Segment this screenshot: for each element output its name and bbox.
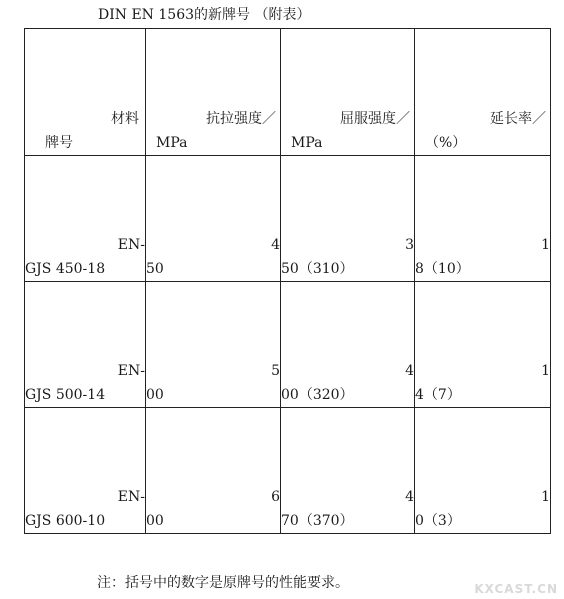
tensile-line1: 4 — [271, 237, 280, 253]
tensile-line1: 5 — [271, 363, 280, 379]
yield-cell — [281, 282, 415, 408]
yield-cell — [281, 408, 415, 534]
tensile-line2: 00 — [146, 387, 164, 403]
grade-line2: GJS 500-14 — [25, 387, 106, 403]
table-caption: DIN EN 1563的新牌号 （附表） — [98, 7, 311, 23]
elongation-cell — [415, 282, 551, 408]
yield-line2: 50（310） — [281, 261, 354, 277]
yield-line2: 00（320） — [281, 387, 354, 403]
header-tensile — [146, 29, 281, 156]
footnote: 注：括号中的数字是原牌号的性能要求。 — [97, 575, 349, 591]
grade-line2: GJS 450-18 — [25, 261, 106, 277]
grade-line1: EN- — [117, 489, 145, 505]
table-row — [25, 156, 551, 282]
elongation-line2: 4（7） — [415, 387, 461, 403]
header-yield — [281, 29, 415, 156]
site-watermark: KXCAST.CN — [474, 582, 558, 596]
yield-cell — [281, 156, 415, 282]
grade-line2: GJS 600-10 — [25, 513, 106, 529]
header-grade — [25, 29, 146, 156]
grade-cell — [25, 282, 146, 408]
header-yield-line1: 屈服强度／ — [340, 111, 410, 127]
header-elongation — [415, 29, 551, 156]
tensile-line2: 50 — [146, 261, 164, 277]
elongation-cell — [415, 408, 551, 534]
header-elongation-line1: 延长率／ — [490, 111, 546, 127]
tensile-cell — [146, 282, 281, 408]
grade-cell — [25, 408, 146, 534]
grade-line1: EN- — [117, 237, 145, 253]
yield-line1: 3 — [405, 237, 414, 253]
tensile-line2: 00 — [146, 513, 164, 529]
header-grade-line2: 牌号 — [45, 135, 73, 151]
grade-table — [24, 28, 551, 534]
header-tensile-line1: 抗拉强度／ — [206, 111, 276, 127]
yield-line1: 4 — [405, 363, 414, 379]
grade-cell — [25, 156, 146, 282]
header-grade-line1: 材料 — [111, 111, 139, 127]
tensile-line1: 6 — [271, 489, 280, 505]
tensile-cell — [146, 156, 281, 282]
header-yield-line2: MPa — [291, 135, 323, 151]
table-header-row — [25, 29, 551, 156]
table-row — [25, 282, 551, 408]
yield-line2: 70（370） — [281, 513, 354, 529]
elongation-line1: 1 — [541, 489, 550, 505]
tensile-cell — [146, 408, 281, 534]
elongation-cell — [415, 156, 551, 282]
yield-line1: 4 — [405, 489, 414, 505]
elongation-line1: 1 — [541, 237, 550, 253]
header-tensile-line2: MPa — [156, 135, 188, 151]
header-elongation-line2: （%） — [425, 135, 467, 151]
elongation-line1: 1 — [541, 363, 550, 379]
grade-line1: EN- — [117, 363, 145, 379]
elongation-line2: 8（10） — [415, 261, 470, 277]
elongation-line2: 0（3） — [415, 513, 461, 529]
table-row — [25, 408, 551, 534]
